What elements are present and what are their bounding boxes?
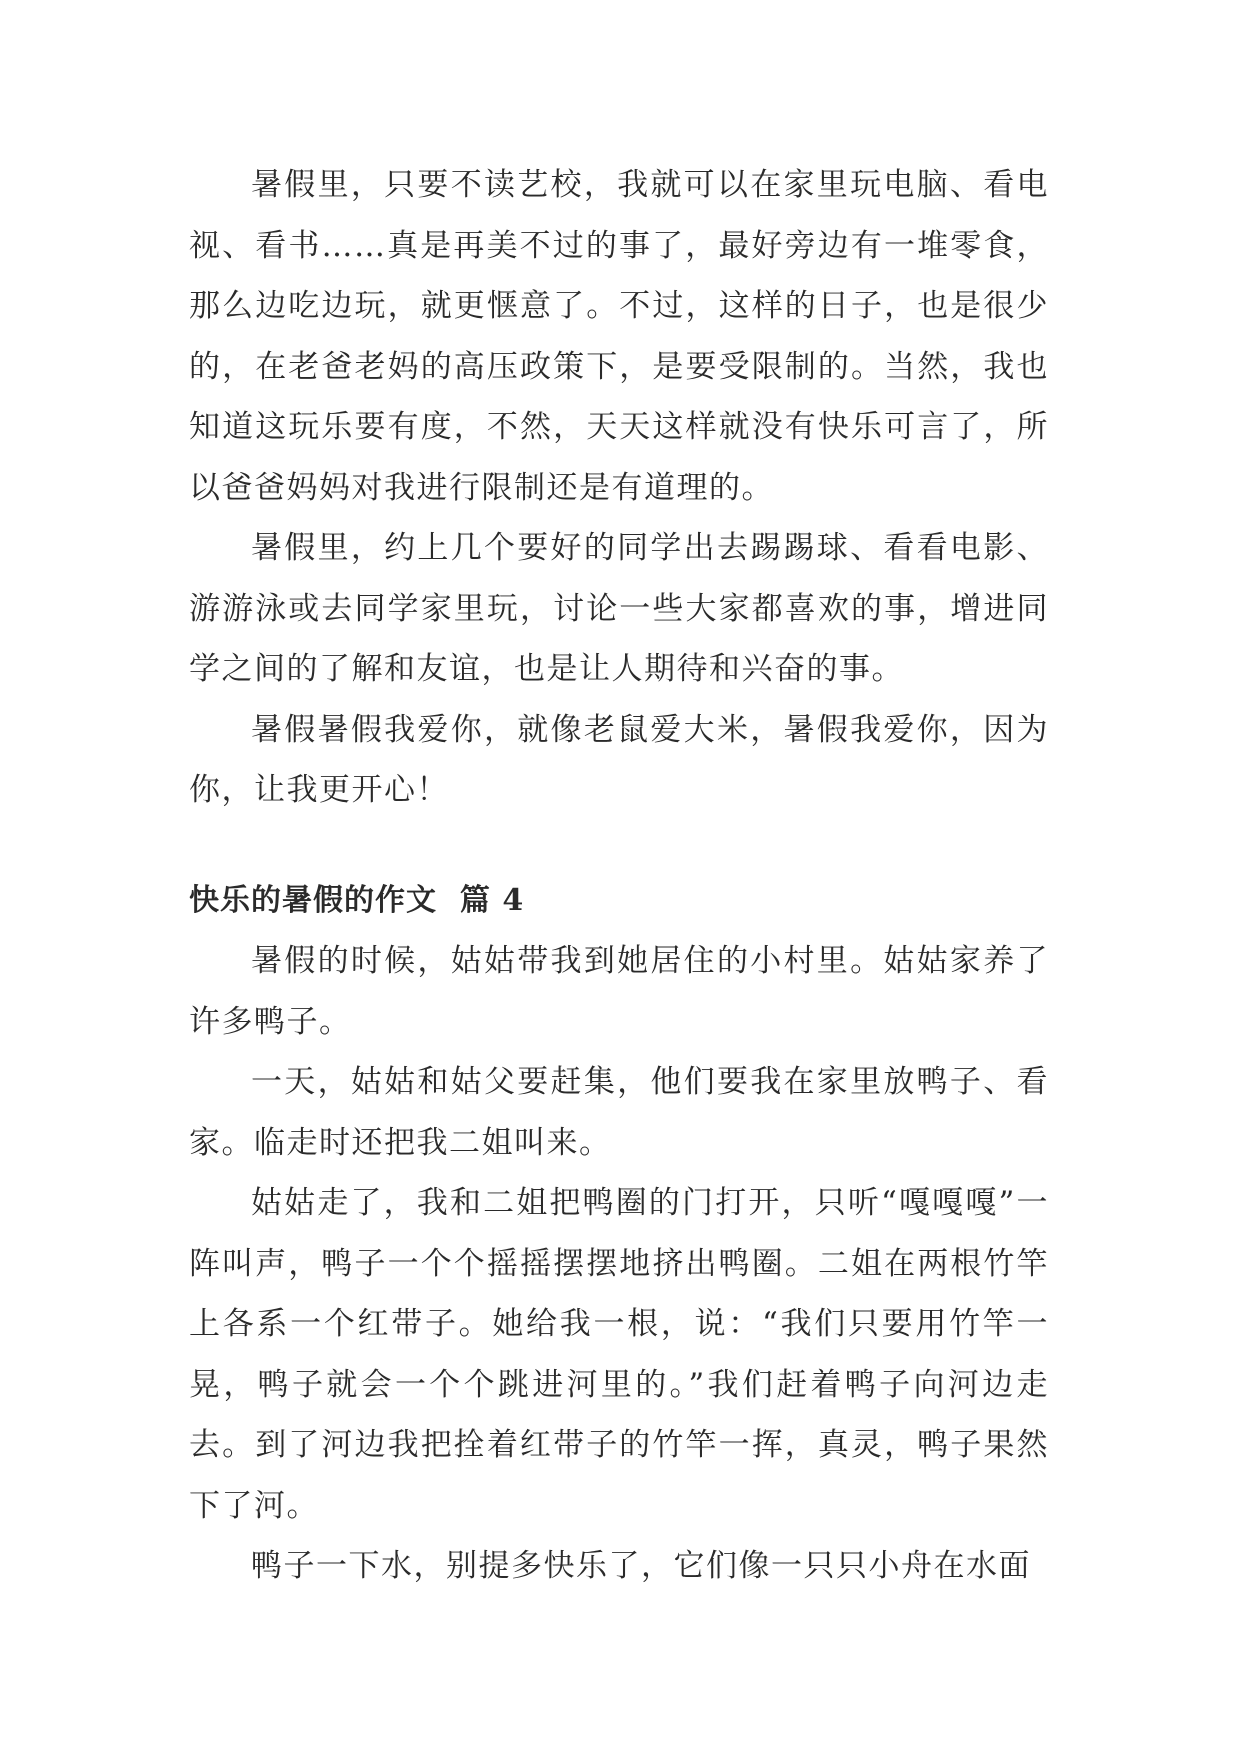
paragraph: 暑假的时候，姑姑带我到她居住的小村里。姑姑家养了许多鸭子。: [189, 943, 1049, 1040]
paragraph: 姑姑走了，我和二姐把鸭圈的门打开，只听“嘎嘎嘎”一阵叫声，鸭子一个个摇摇摆摆地挤出鸭圈。二姐在两根竹竿上各系一个红带子。她给我一根，说：“我们只要用竹竿一晃，鸭子就会一个个跳进河里的。”我们赶着鸭子向河边走去。到了河边我把拴着红带子的竹竿一挥，真灵，鸭子果然下了河。: [189, 1185, 1049, 1524]
section-heading: 快乐的暑假的作文 篇 4: [189, 882, 525, 918]
paragraph: 鸭子一下水，别提多快乐了，它们像一只只小舟在水面: [251, 1548, 1031, 1584]
document-body: [189, 155, 1049, 1597]
paragraph: 暑假里，只要不读艺校，我就可以在家里玩电脑、看电视、看书……真是再美不过的事了，最好旁边有一堆零食，那么边吃边玩，就更惬意了。不过，这样的日子，也是很少的，在老爸老妈的高压政策下，是要受限制的。当然，我也知道这玩乐要有度，不然，天天这样就没有快乐可言了，所以爸爸妈妈对我进行限制还是有道理的。: [189, 167, 1049, 506]
paragraph: 一天，姑姑和姑父要赶集，他们要我在家里放鸭子、看家。临走时还把我二姐叫来。: [189, 1064, 1049, 1161]
paragraph: 暑假暑假我爱你，就像老鼠爱大米，暑假我爱你，因为你，让我更开心！: [189, 711, 1049, 808]
paragraph: 暑假里，约上几个要好的同学出去踢踢球、看看电影、游游泳或去同学家里玩，讨论一些大家都喜欢的事，增进同学之间的了解和友谊，也是让人期待和兴奋的事。: [189, 530, 1049, 687]
